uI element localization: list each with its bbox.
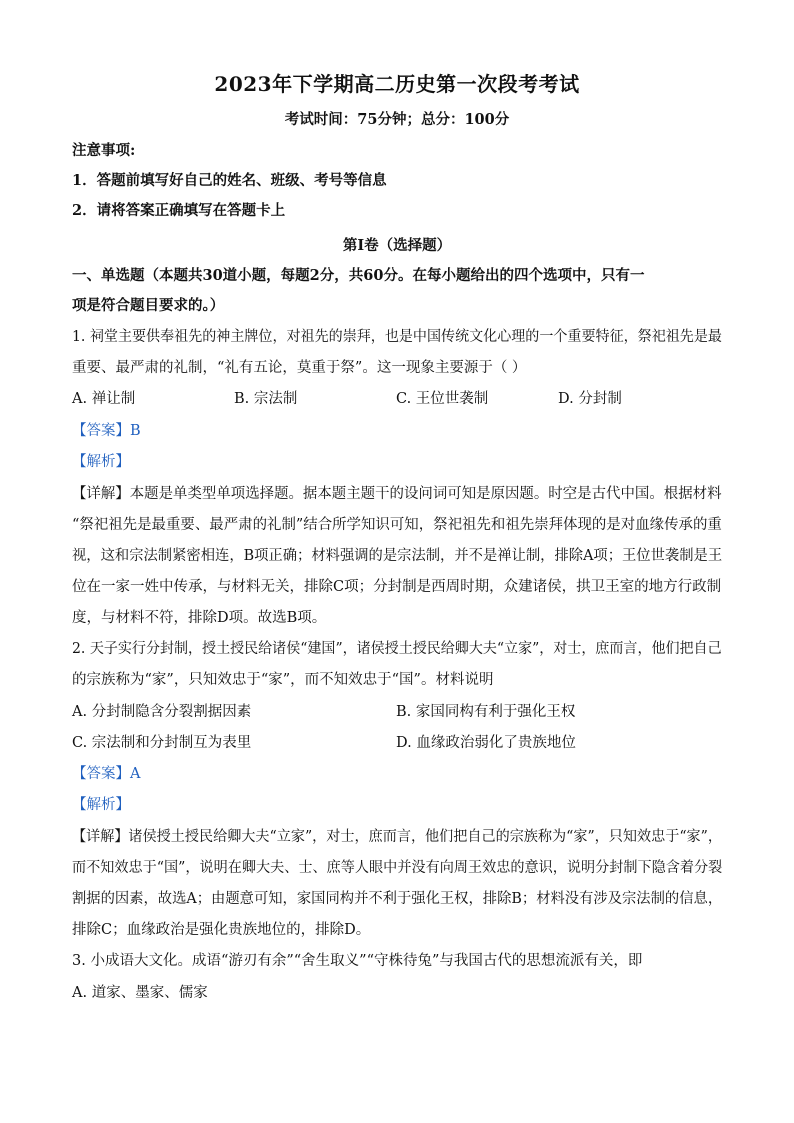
answer-label: 【答案】A	[72, 766, 141, 782]
analysis-text: 排除C；血缘政治是强化贵族地位的，排除D。	[72, 922, 371, 938]
analysis-label: 【解析】	[72, 797, 130, 813]
question-stem: 1. 祠堂主要供奉祖先的神主牌位，对祖先的崇拜，也是中国传统文化心理的一个重要特征，祭祀祖先是最	[72, 329, 722, 345]
part-heading-cont: 项是符合题目要求的。）	[72, 297, 225, 314]
analysis-text: 而不知效忠于“国”，说明在卿大夫、士、庶等人眼中并没有向周王效忠的意识，说明分封制下隐含着分裂	[72, 860, 723, 876]
page-title: 2023年下学期高二历史第一次段考考试	[214, 72, 580, 96]
section-title: 第I卷（选择题）	[342, 237, 452, 254]
option-d: D. 血缘政治弱化了贵族地位	[396, 735, 576, 751]
analysis-text: 【详解】本题是单类型单项选择题。据本题主题干的设问词可知是原因题。时空是古代中国。根据材料	[72, 486, 722, 502]
option-c: C. 宗法制和分封制互为表里	[72, 735, 252, 751]
answer-label	[72, 421, 722, 441]
option-b: B. 宗法制	[234, 391, 298, 407]
analysis-text: “祭祀祖先是最重要、最严肃的礼制”结合所学知识可知，祭祀祖先和祖先崇拜体现的是对血缘传承的重	[72, 517, 722, 533]
analysis-text: 割据的因素，故选A；由题意可知，家国同构并不利于强化王权，排除B；材料没有涉及宗法制的信息，	[72, 891, 723, 907]
notice-heading: 注意事项:	[72, 142, 136, 159]
analysis-text: 度，与材料不符，排除D项。故选B项。	[72, 610, 327, 626]
analysis-text: 【详解】诸侯授土授民给卿大夫“立家”，对士，庶而言，他们把自己的宗族称为“家”，只知效忠于“家”，	[72, 829, 722, 845]
option-d: D. 分封制	[558, 391, 622, 407]
analysis-label: 【解析】	[72, 454, 130, 470]
option-a: A. 道家、墨家、儒家	[72, 985, 208, 1001]
option-b: B. 家国同构有利于强化王权	[396, 704, 576, 720]
question-stem: 重要、最严肃的礼制，“礼有五论，莫重于祭”。这一现象主要源于（ ）	[72, 360, 527, 376]
option-c: C. 王位世袭制	[396, 391, 489, 407]
exam-info: 考试时间：75分钟；总分：100分	[284, 111, 510, 128]
option-a: A. 分封制隐含分裂割据因素	[72, 704, 252, 720]
question-stem: 3. 小成语大文化。成语“游刃有余”“舍生取义”“守株待兔”与我国古代的思想流派有关，即	[72, 953, 643, 969]
notice-item: 1．答题前填写好自己的姓名、班级、考号等信息	[72, 172, 387, 189]
notice-item: 2．请将答案正确填写在答题卡上	[72, 202, 286, 219]
question-stem: 的宗族称为“家”，只知效忠于“家”，而不知效忠于“国”。材料说明	[72, 672, 494, 688]
answer-bracket: 【答案】B	[72, 423, 141, 439]
analysis-text: 位在一家一姓中传承，与材料无关，排除C项；分封制是西周时期，众建诸侯，拱卫王室的地方行政制	[72, 579, 722, 595]
part-heading: 一、单选题（本题共30道小题，每题2分，共60分。在每小题给出的四个选项中，只有一	[72, 267, 645, 284]
question-stem: 2. 天子实行分封制，授土授民给诸侯“建国”，诸侯授土授民给卿大夫“立家”，对士，庶而言，他们把自己	[72, 641, 722, 657]
analysis-text: 视，这和宗法制紧密相连，B项正确；材料强调的是宗法制，并不是禅让制，排除A项；王位世袭制是王	[72, 548, 723, 564]
option-a: A. 禅让制	[72, 391, 136, 407]
